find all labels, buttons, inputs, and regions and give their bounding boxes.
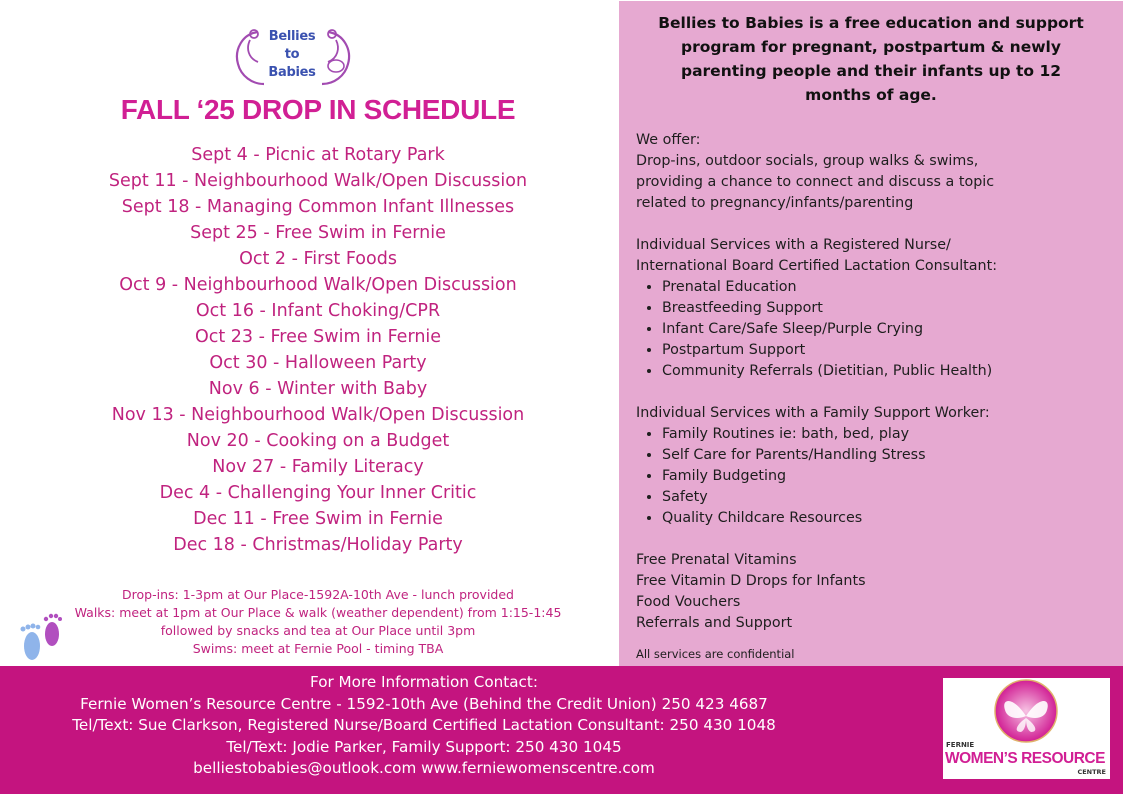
offer-line: Drop-ins, outdoor socials, group walks & swims,	[636, 153, 979, 169]
list-item: • Infant Care/Safe Sleep/Purple Crying	[662, 319, 1114, 340]
baby-feet-icon	[14, 610, 70, 666]
services-body	[636, 130, 1114, 662]
program-intro: Bellies to Babies is a free education and support program for pregnant, postpartum & newly parenting people and their infants up to 12 months of age.	[658, 14, 1084, 104]
schedule-item: Nov 27 - Family Literacy	[212, 457, 424, 477]
family-services-heading: Individual Services with a Family Support Worker:	[636, 405, 990, 421]
butterfly-logo-icon	[943, 678, 1110, 748]
schedule-title: FALL ‘25 DROP IN SCHEDULE	[120, 94, 516, 125]
nurse-services-list	[636, 277, 1114, 382]
schedule-item: Nov 20 - Cooking on a Budget	[186, 431, 450, 451]
schedule-item: Nov 6 - Winter with Baby	[208, 379, 428, 399]
wrc-fernie-label: FERNIE	[946, 741, 975, 749]
nurse-services-heading-2: International Board Certified Lactation Consultant:	[636, 258, 998, 274]
womens-resource-centre-logo	[943, 678, 1110, 779]
logo-wordmark	[262, 28, 322, 82]
schedule-item: Sept 18 - Managing Common Infant Illnesses	[121, 197, 515, 217]
drop-in-schedule-list	[0, 142, 636, 558]
offer-line: related to pregnancy/infants/parenting	[636, 195, 914, 211]
left-column	[0, 0, 618, 666]
note-line: Drop-ins: 1-3pm at Our Place-1592A-10th Ave - lunch provided	[122, 587, 514, 602]
family-services-list	[636, 424, 1114, 529]
offer-heading: We offer:	[636, 132, 701, 148]
extra-service: Free Prenatal Vitamins	[636, 552, 797, 568]
extra-service: Referrals and Support	[636, 615, 793, 631]
contact-line: Tel/Text: Jodie Parker, Family Support: 250 430 1045	[226, 737, 622, 756]
logo-line-3: Babies	[268, 65, 316, 80]
contact-heading: For More Information Contact:	[310, 673, 538, 691]
schedule-item: Dec 4 - Challenging Your Inner Critic	[159, 483, 477, 503]
list-item: • Quality Childcare Resources	[662, 508, 1114, 529]
note-line: Walks: meet at 1pm at Our Place & walk (weather dependent) from 1:15-1:45	[74, 605, 562, 620]
schedule-item: Dec 11 - Free Swim in Fernie	[193, 509, 443, 529]
schedule-item: Oct 9 - Neighbourhood Walk/Open Discussion	[119, 275, 517, 295]
schedule-item: Dec 18 - Christmas/Holiday Party	[173, 535, 463, 555]
list-item: • Postpartum Support	[662, 340, 1114, 361]
schedule-item: Nov 13 - Neighbourhood Walk/Open Discussion	[111, 405, 525, 425]
extra-service: Food Vouchers	[636, 594, 741, 610]
spacer	[636, 382, 1114, 403]
contact-info	[0, 672, 848, 780]
note-line: Swims: meet at Fernie Pool - timing TBA	[192, 641, 444, 656]
logo-line-2: to	[284, 47, 300, 62]
schedule-notes	[0, 586, 636, 658]
bellies-to-babies-logo	[228, 24, 358, 92]
contact-web-email: belliestobabies@outlook.com www.ferniewomenscentre.com	[193, 759, 655, 777]
wrc-centre-label: CENTRE	[1077, 768, 1106, 776]
list-item: • Prenatal Education	[662, 277, 1114, 298]
schedule-item: Oct 30 - Halloween Party	[209, 353, 427, 373]
schedule-item: Sept 11 - Neighbourhood Walk/Open Discussion	[108, 171, 528, 191]
info-panel	[619, 1, 1123, 666]
confidential-note: All services are confidential	[636, 647, 795, 661]
list-item: • Breastfeeding Support	[662, 298, 1114, 319]
spacer	[636, 529, 1114, 550]
offer-line: providing a chance to connect and discuss a topic	[636, 174, 995, 190]
list-item: • Family Routines ie: bath, bed, play	[662, 424, 1114, 445]
schedule-item: Sept 25 - Free Swim in Fernie	[190, 223, 446, 243]
note-line: followed by snacks and tea at Our Place until 3pm	[160, 623, 476, 638]
extra-service: Free Vitamin D Drops for Infants	[636, 573, 866, 589]
schedule-item: Sept 4 - Picnic at Rotary Park	[191, 145, 445, 165]
wrc-main-label: WOMEN’S RESOURCE	[945, 750, 1105, 767]
list-item: • Self Care for Parents/Handling Stress	[662, 445, 1114, 466]
contact-line: Fernie Women’s Resource Centre - 1592-10th Ave (Behind the Credit Union) 250 423 4687	[80, 694, 768, 713]
schedule-item: Oct 23 - Free Swim in Fernie	[194, 327, 442, 347]
list-item: • Community Referrals (Dietitian, Public Health)	[662, 361, 1114, 382]
contact-line: Tel/Text: Sue Clarkson, Registered Nurse/Board Certified Lactation Consultant: 250 430 1048	[72, 716, 776, 734]
schedule-item: Oct 2 - First Foods	[239, 249, 397, 269]
logo-line-1: Bellies	[268, 29, 316, 44]
list-item: • Safety	[662, 487, 1114, 508]
nurse-services-heading: Individual Services with a Registered Nurse/	[636, 237, 951, 253]
spacer	[636, 214, 1114, 235]
schedule-item: Oct 16 - Infant Choking/CPR	[195, 301, 441, 321]
list-item: • Family Budgeting	[662, 466, 1114, 487]
